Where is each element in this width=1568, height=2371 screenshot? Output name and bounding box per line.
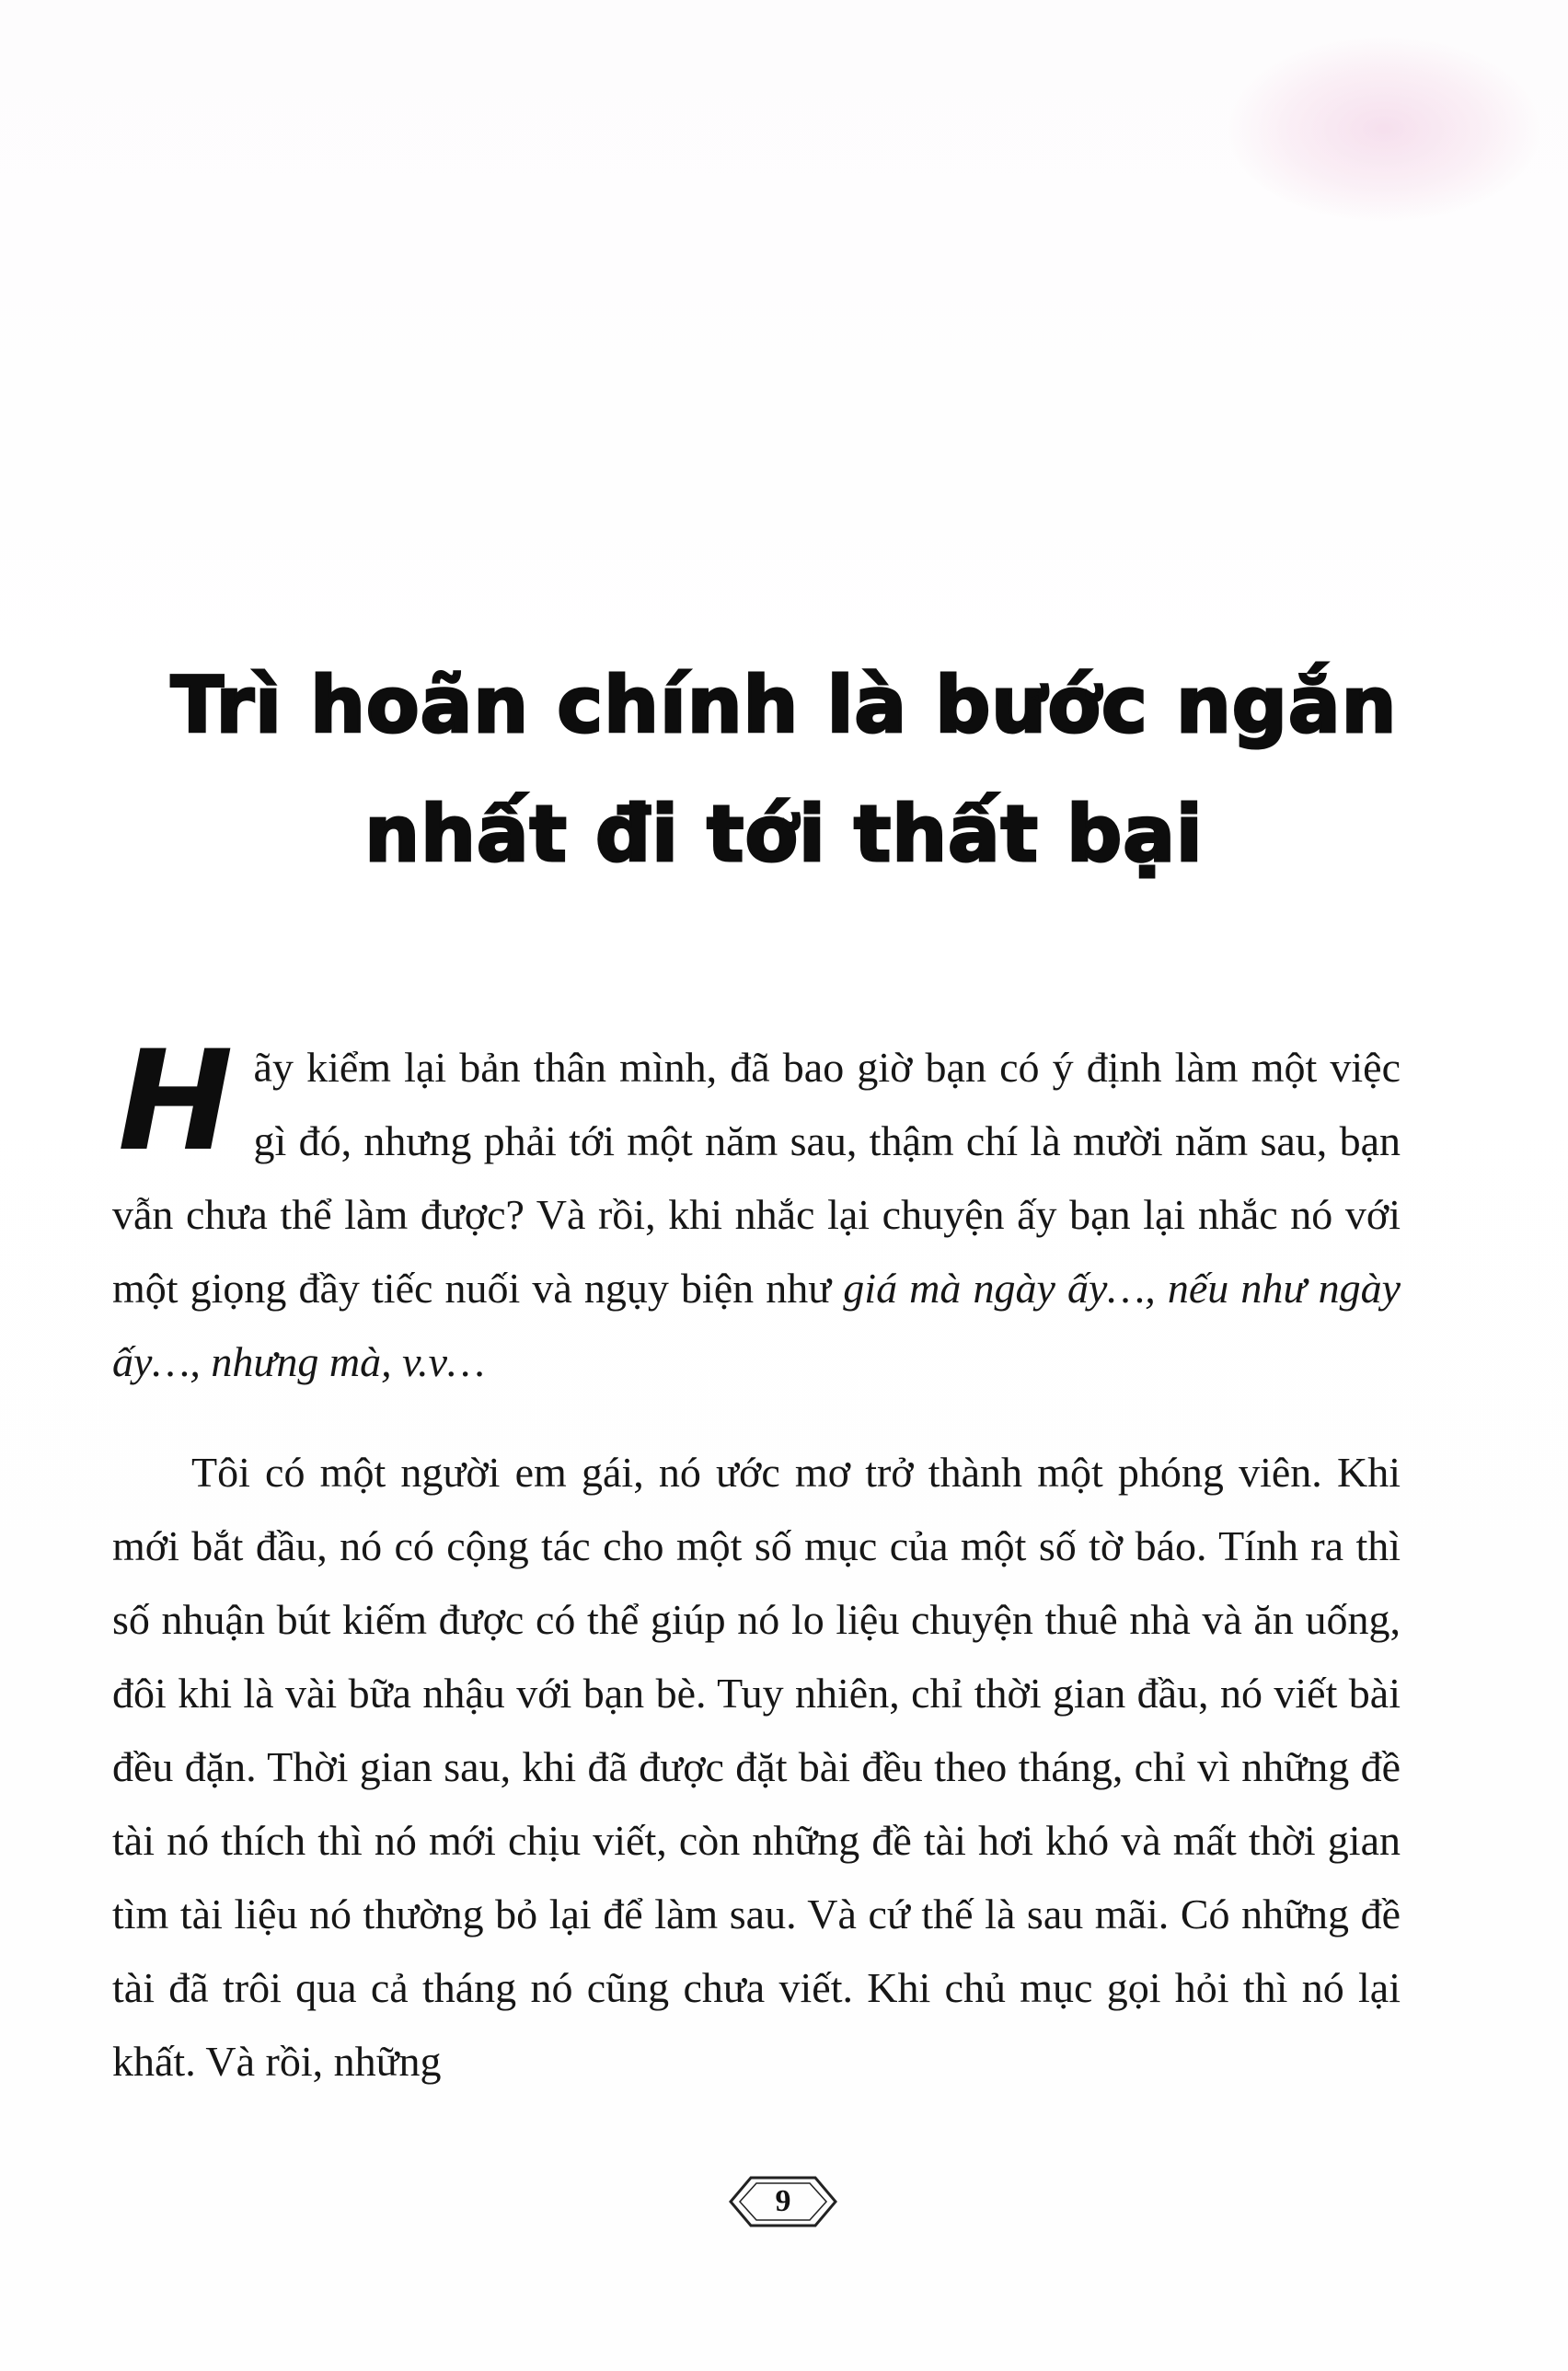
page-number-badge [723, 2172, 843, 2231]
paragraph-1-italic: giá mà ngày ấy…, nếu như ngày ấy…, nhưng mà, v.v… [112, 1265, 1401, 1385]
running-header-ornament [1228, 37, 1540, 221]
paragraph-1-text: ãy kiểm lại bản thân mình, đã bao giờ bạn có ý định làm một việc gì đó, nhưng phải tới một năm sau, thậm chí là mười năm sau, bạn vẫn chưa thể làm được? Và rồi, khi nhắc lại chuyện ấy bạn lại nhắc nó với một giọng đầy tiếc nuối và ngụy biện như [112, 1044, 1401, 1312]
chapter-title-line-1: Trì hoãn chính là bước ngắn [170, 660, 1398, 751]
paragraph-1 [112, 1022, 1401, 1399]
chapter-title [0, 641, 1568, 898]
drop-cap: H [118, 1022, 234, 1182]
body-text [112, 1022, 1401, 2099]
chapter-title-line-2: nhất đi tới thất bại [364, 789, 1204, 880]
page-number: 9 [775, 2184, 791, 2218]
paragraph-2: Tôi có một người em gái, nó ước mơ trở thành một phóng viên. Khi mới bắt đầu, nó có cộng tác cho một số mục của một số tờ báo. Tính ra thì số nhuận bút kiếm được có thể giúp nó lo liệu chuyện thuê nhà và ăn uống, đôi khi là vài bữa nhậu với bạn bè. Tuy nhiên, chỉ thời gian đầu, nó viết bài đều đặn. Thời gian sau, khi đã được đặt bài đều theo tháng, chỉ vì những đề tài nó thích thì nó mới chịu viết, còn những đề tài hơi khó và mất thời gian tìm tài liệu nó thường bỏ lại để làm sau. Và cứ thế là sau mãi. Có những đề tài đã trôi qua cả tháng nó cũng chưa viết. Khi chủ mục gọi hỏi thì nó lại khất. Và rồi, những [112, 1449, 1401, 2085]
